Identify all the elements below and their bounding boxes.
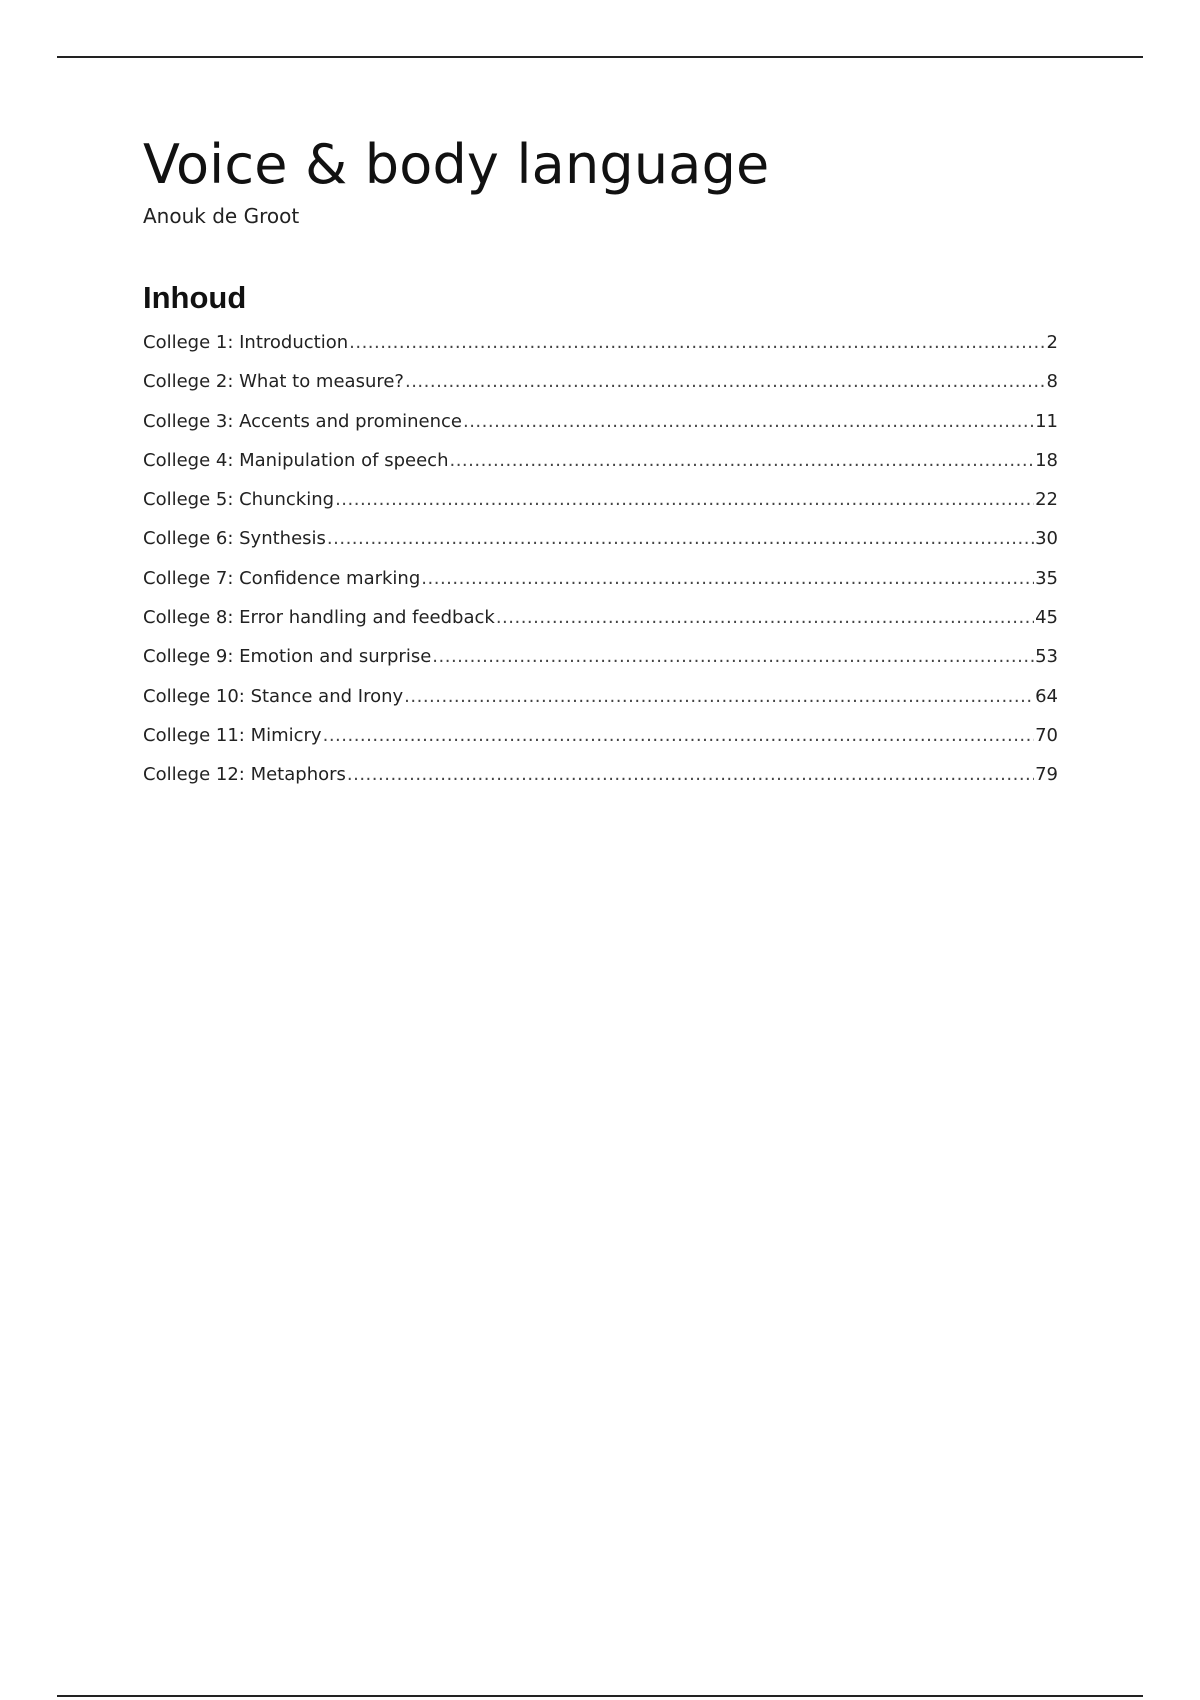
toc-entry-page: 45 (1035, 607, 1058, 629)
toc-entry-page: 53 (1035, 646, 1058, 668)
toc-entry-college-3[interactable] (143, 411, 1058, 450)
toc-entry-college-9[interactable] (143, 646, 1058, 685)
toc-entry-college-10[interactable] (143, 686, 1058, 725)
toc-entry-college-8[interactable] (143, 607, 1058, 646)
toc-entry-label: College 8: Error handling and feedback (143, 607, 495, 629)
toc-entry-label: College 7: Confidence marking (143, 567, 421, 589)
toc-dot-leader (349, 332, 1045, 353)
toc-entry-college-11[interactable] (143, 725, 1058, 764)
document-page (143, 133, 1058, 804)
footer-rule (57, 1695, 1143, 1697)
toc-dot-leader (323, 725, 1035, 746)
toc-entry-label: College 12: Metaphors (143, 764, 346, 786)
toc-entry-label: College 6: Synthesis (143, 528, 326, 550)
toc-dot-leader (327, 528, 1034, 549)
toc-entry-label: College 4: Manipulation of speech (143, 449, 449, 471)
toc-dot-leader (404, 686, 1034, 707)
header-rule (57, 56, 1143, 58)
toc-dot-leader (347, 764, 1034, 785)
toc-entry-college-7[interactable] (143, 568, 1058, 607)
toc-entry-page: 11 (1035, 410, 1058, 432)
document-title: Voice & body language (143, 133, 770, 196)
toc-entry-page: 2 (1046, 332, 1058, 353)
toc-entry-college-1[interactable] (143, 332, 1058, 371)
toc-heading: Inhoud (143, 280, 247, 315)
toc-dot-leader (463, 411, 1034, 432)
document-author: Anouk de Groot (143, 204, 300, 228)
toc-entry-college-12[interactable] (143, 764, 1058, 803)
toc-entry-page: 8 (1046, 371, 1058, 393)
toc-entry-college-6[interactable] (143, 528, 1058, 567)
toc-entry-college-4[interactable] (143, 450, 1058, 489)
toc-entry-page: 35 (1035, 567, 1058, 589)
toc-dot-leader (421, 568, 1034, 589)
toc-entry-label: College 10: Stance and Irony (143, 685, 404, 707)
toc-entry-page: 70 (1035, 724, 1058, 746)
toc-dot-leader (496, 607, 1034, 628)
toc-entry-label: College 11: Mimicry (143, 724, 322, 746)
toc-dot-leader (432, 646, 1034, 667)
toc-entry-label: College 1: Introduction (143, 332, 349, 353)
toc-entry-label: College 5: Chuncking (143, 489, 335, 511)
toc-entry-label: College 3: Accents and prominence (143, 410, 462, 432)
toc-dot-leader (335, 489, 1034, 510)
toc-entry-page: 30 (1035, 528, 1058, 550)
toc-entry-page: 18 (1035, 449, 1058, 471)
table-of-contents (143, 332, 1058, 804)
toc-entry-label: College 9: Emotion and surprise (143, 646, 432, 668)
toc-dot-leader (405, 371, 1046, 392)
toc-entry-page: 79 (1035, 764, 1058, 786)
toc-entry-label: College 2: What to measure? (143, 371, 404, 393)
toc-entry-college-2[interactable] (143, 371, 1058, 410)
toc-dot-leader (449, 450, 1034, 471)
toc-entry-page: 64 (1035, 685, 1058, 707)
toc-entry-college-5[interactable] (143, 489, 1058, 528)
toc-entry-page: 22 (1035, 489, 1058, 511)
